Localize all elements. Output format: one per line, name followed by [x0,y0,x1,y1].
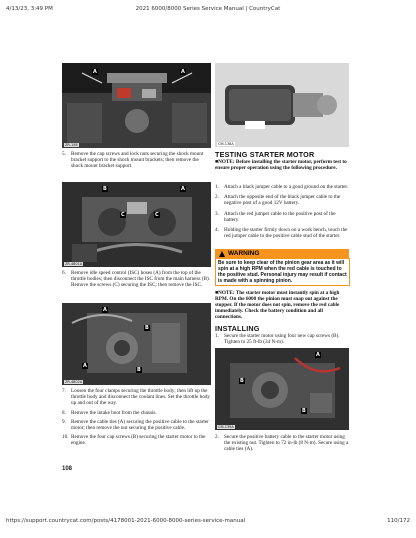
step-number: 6. [62,270,66,276]
photo-callout-b: B [137,367,141,373]
step-number: 2. [215,194,219,201]
step-8 [62,410,211,416]
install-step-2 [215,434,349,453]
step-number: 9. [62,418,66,425]
photo-callout-c: C [121,212,125,218]
step-6 [62,270,211,289]
isc-photo [62,182,211,267]
starter-motor-photo [215,63,349,147]
shock-mount-photo [62,63,211,148]
warning-banner [215,249,349,258]
testing-note: ■NOTE: Before installing the starter motor, perform test to ensure proper operation using the following procedure. [215,159,347,172]
print-page-count: 110/172 [387,518,410,524]
step-5 [62,151,211,170]
photo-code: ZR-4801A [65,262,83,266]
step-number: 3. [215,210,219,217]
step-text: Remove the cable ties (A) securing the positive cable to the starter motor; then remove the nut securing the positive cable. [71,418,209,432]
photo-callout-b: B [103,186,107,192]
left-steps-7-10 [62,388,211,447]
photo-code: CM-138A [218,142,234,146]
install-step-1 [215,333,349,345]
testing-steps [215,184,349,239]
photo-callout-a: A [83,363,87,369]
test-step-4 [215,227,349,239]
testing-heading: TESTING STARTER MOTOR [215,150,315,159]
step-number: 7. [62,388,66,394]
photo-callout-a: A [181,69,185,75]
step-text: Loosen the four clamps securing the throttle body; then lift up the throttle body and disconnect the coolant lines. Set the throttle body up and out of the way. [71,388,211,407]
warning-text: Be sure to keep clear of the pinion gear area as it will spin at a high RPM when the red cable is touched to the positive stud. Personal injury may result if contact is made with a spinning pinion. [215,258,350,286]
photo-callout-b: B [302,408,306,414]
installing-heading: INSTALLING [215,324,260,333]
photo-code: CM-139A [218,425,234,429]
step-number: 5. [62,151,66,157]
isc-photo-graphic [62,182,211,267]
step-text: Attach the opposite end of the black jumper cable to the negative post of a good 12V battery. [224,194,341,207]
page-number: 108 [62,466,73,472]
stopper-note: ■NOTE: The starter motor must instantly spin at a high RPM. On the 6000 the pinion must snap out against the stopper. If the motor does not spin, remove the red cable immediately. Check the battery condition and all connections. [215,290,340,321]
step-text: Secure the starter motor using four new cap screws (B). Tighten to 25 ft-lb (34 N-m). [224,333,340,346]
starter-motor-photo-graphic [215,63,349,147]
step-number: 1. [215,333,219,339]
shock-mount-photo-graphic [62,63,211,148]
photo-code: ZR-158 [65,143,78,147]
print-datetime: 4/13/23, 3:49 PM [6,6,53,12]
browser-print-header [6,6,410,16]
print-url: https://support.countrycat.com/posts/4178001-2021-6000-8000-series-service-manual [6,518,246,524]
step-text: Remove the intake boot from the chassis. [71,409,157,416]
step-number: 4. [215,227,219,234]
step-number: 10. [62,434,69,441]
photo-callout-a: A [181,186,185,192]
photo-callout-a: A [103,307,107,313]
step-number: 2. [215,434,219,440]
photo-callout-a: A [93,69,97,75]
test-step-1 [215,184,349,190]
step-text: Remove the four cap screws (B) securing the starter motor to the engine. [71,434,206,447]
photo-callout-b: B [145,325,149,331]
starter-installed-photo [215,348,349,430]
step-7 [62,388,211,407]
starter-removal-photo [62,303,211,385]
step-text: Remove the cap screws and lock nuts securing the shock mount bracket support to the shock mount brackets; then remove the shock mount bracket support. [71,151,204,170]
step-number: 1. [215,184,219,190]
step-text: Secure the positive battery cable to the starter motor using the existing nut. Tighten to 72 in-lb (8 N-m). Secure using a cable ties (A). [224,434,349,453]
photo-callout-b: B [240,378,244,384]
step-number: 8. [62,409,66,416]
step-text: Holding the starter firmly down on a work bench, touch the red jumper cable to the positive cable stud of the starter. [224,227,348,240]
step-text: Attach the red jumper cable to the positive post of the battery. [224,210,336,223]
photo-callout-c: C [155,212,159,218]
step-9 [62,419,211,431]
warning-label: WARNING [228,250,260,257]
step-10 [62,434,211,446]
browser-print-footer [6,518,410,528]
warning-triangle-icon [219,251,225,257]
print-title: 2021 6000/8000 Series Service Manual | CountryCat [135,6,281,12]
step-text: Attach a black jumper cable to a good ground on the starter. [224,184,349,190]
test-step-2 [215,194,349,206]
step-text: Remove idle speed control (ISC) hoses (A) from the top of the throttle bodies; then disconnect the ISC from the main harness (B). Remove the screws (C) securing the ISC; then remove the ISC. [71,270,211,289]
starter-installed-photo-graphic [215,348,349,430]
photo-callout-a: A [316,352,320,358]
photo-code: ZR-4802A [65,380,83,384]
test-step-3 [215,211,349,223]
